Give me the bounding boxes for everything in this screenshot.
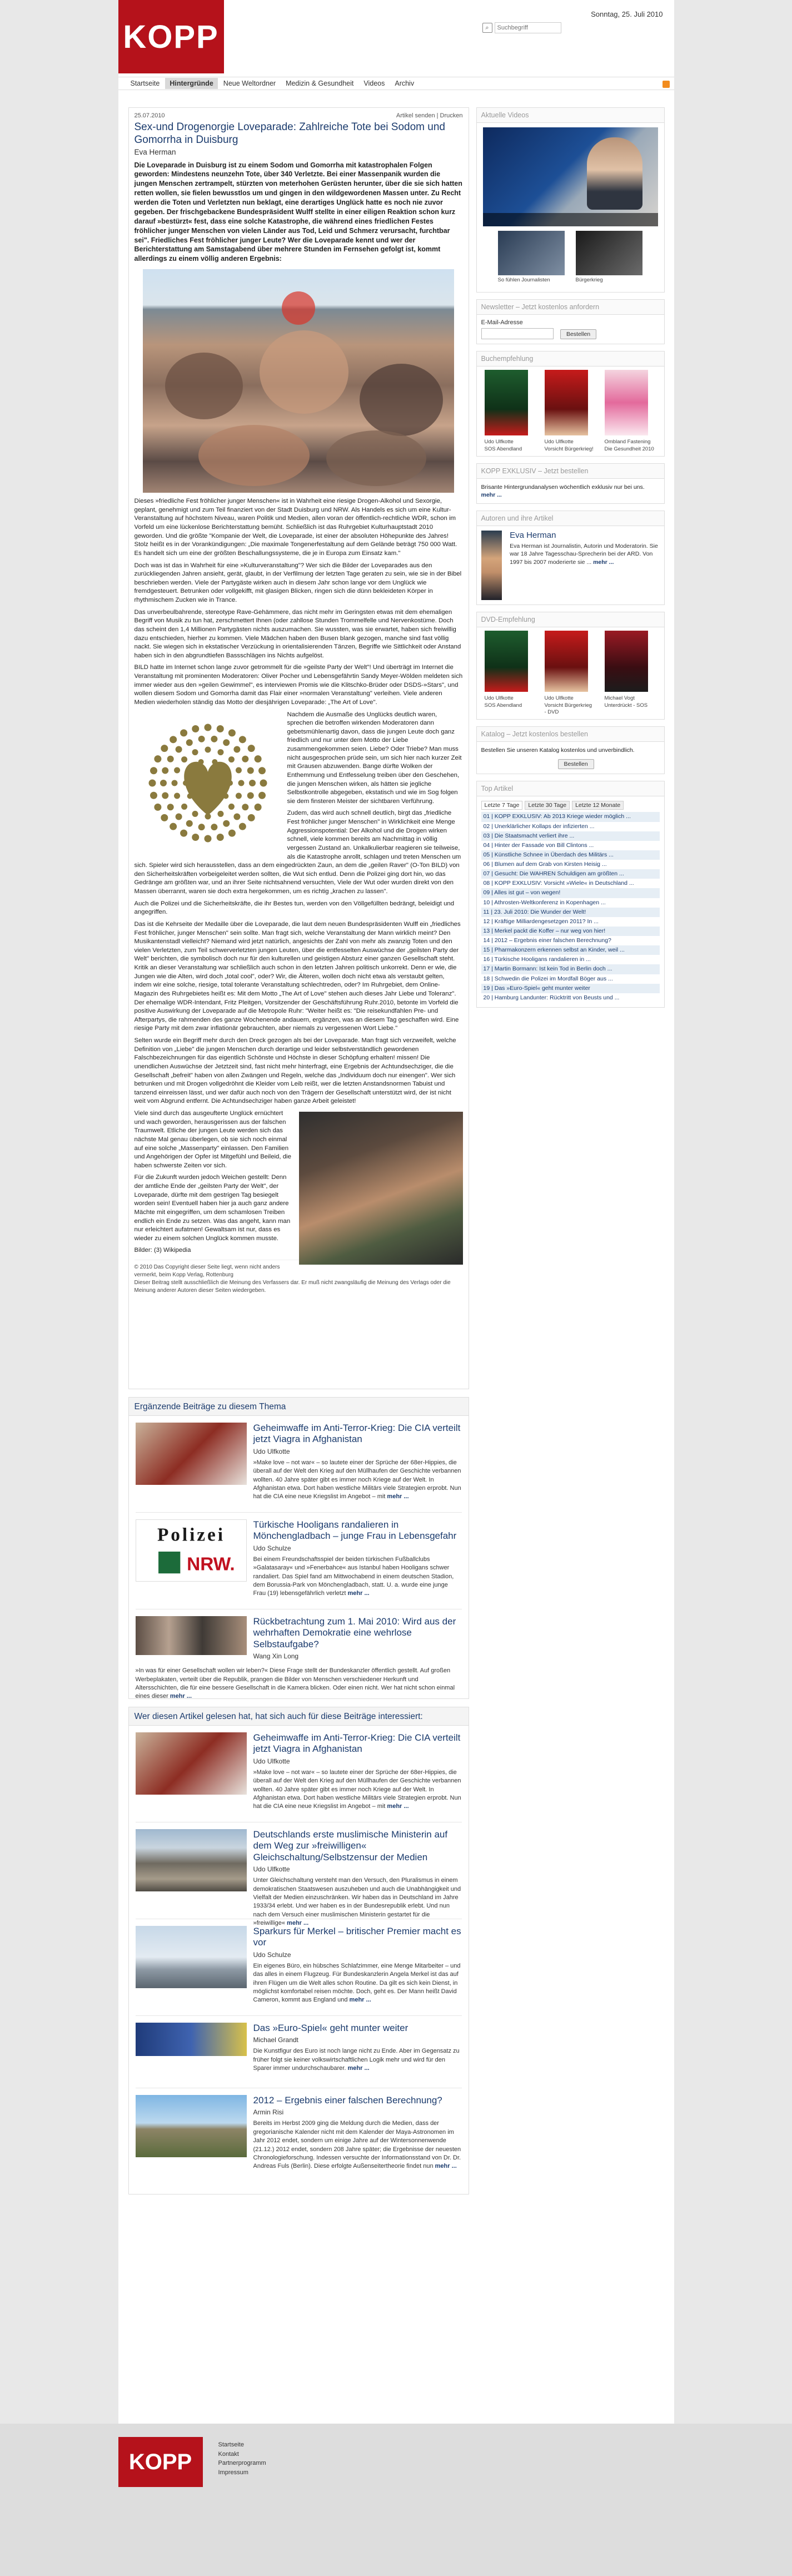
related-section [128, 1397, 469, 1699]
author-name[interactable]: Eva Herman [510, 531, 556, 541]
more-link[interactable]: mehr ... [435, 2163, 457, 2170]
email-label: E-Mail-Adresse [481, 319, 523, 326]
also-thumb-airplane[interactable] [136, 1926, 247, 1988]
dvd-list [477, 627, 664, 719]
also-read-item [136, 1919, 462, 2016]
video-caption: So fühlen Journalisten [497, 277, 550, 283]
article-tools[interactable]: Artikel senden | Drucken [396, 112, 463, 119]
top-article-item[interactable]: 11 | 23. Juli 2010: Die Wunder der Welt! [481, 908, 660, 917]
related-thumb-demonstration[interactable] [136, 1616, 247, 1655]
email-field[interactable] [481, 328, 554, 339]
author-box [476, 511, 665, 605]
katalog-submit-button[interactable]: Bestellen [558, 759, 594, 769]
dvd-heading: DVD-Empfehlung [477, 612, 664, 627]
top-article-item[interactable]: 03 | Die Staatsmacht verliert ihre ... [481, 831, 660, 841]
page-wrapper [118, 0, 674, 2424]
rss-icon[interactable] [663, 81, 670, 88]
also-thumb-reichstag[interactable] [136, 1829, 247, 1891]
more-link[interactable]: mehr ... [347, 1590, 370, 1597]
related-text: »In was für einer Gesellschaft wollen wir leben?« Diese Frage stellt der Bundeskanzler öffentlich gestellt. Auf großen Werbeplakaten, verteilt über die Republik, prangen die Bilder von Menschen verschiedener Herkunft und Altersschichten, die für eine bessere Gesellschaft in die Kamera blicken. Oder einen nicht. Wer hat nicht schon einmal eines dieser mehr ... [135, 1667, 455, 1700]
header [118, 0, 674, 87]
footer-logo[interactable] [118, 2437, 203, 2487]
article-body [135, 497, 463, 1255]
article-title: Sex-und Drogenorgie Loveparade: Zahlreiche Tote bei Sodom und Gomorrha in Duisburg [134, 121, 445, 146]
also-read-item [136, 1822, 462, 1927]
books-box [476, 351, 665, 457]
video-thumb[interactable] [498, 231, 565, 283]
also-read-title[interactable]: Geheimwaffe im Anti-Terror-Krieg: Die CIA verteilt jetzt Viagra in Afghanistan [253, 1732, 461, 1755]
article-paragraph: Doch was ist das in Wahrheit für eine »Kulturveranstaltung"? Wer sich die Bilder der Loveparades aus den zurückliegenden Jahren ansieht, gerät, glaubt, in der Verfilmung der letzten Tage geraten zu sein, wie sie in der Bibel beschrieben werden. Viele der Partygäste wirken auch in diesem Jahr schon lange vor dem Unglück wie fremdgesteuert. Betrunken oder vollgekifft, mit glasigen Blicken, ringen sich die dünn bekleideten Körper in rhythmischem Zucken wie in Trance. [134, 562, 462, 604]
top-tabs [481, 801, 660, 810]
related-author: Udo Ulfkotte [253, 1447, 290, 1455]
also-thumb-pyramid[interactable] [136, 2095, 247, 2157]
svg-text:NRW.: NRW. [186, 1554, 235, 1575]
katalog-box [476, 726, 665, 774]
more-link[interactable]: mehr ... [593, 558, 614, 566]
top-article-item[interactable]: 05 | Künstliche Schnee in Überdach des Militärs ... [481, 850, 660, 860]
top-article-item[interactable]: 14 | 2012 – Ergebnis einer falschen Berechnung? [483, 937, 611, 944]
tab-12-months[interactable]: Letzte 12 Monate [572, 801, 624, 810]
book-list [477, 366, 664, 456]
top-articles-box [476, 781, 665, 1008]
related-heading: Ergänzende Beiträge zu diesem Thema [129, 1398, 469, 1416]
video-thumbs [481, 226, 660, 288]
nav-item-medizin[interactable]: Medizin & Gesundheit [286, 80, 354, 87]
top-article-item[interactable]: 19 | Das »Euro-Spiel« geht munter weiter [481, 984, 660, 993]
exklusiv-box [476, 463, 665, 504]
article-paragraph: Selten wurde ein Begriff mehr durch den Dreck gezogen als bei der Loveparade. Man fragt sich verzweifelt, welche Definition von „Liebe" die jungen Menschen durch derartige und leider selbstverständlich gewordenen Falschbezeichnungen für das eigentlich Schönste und Höchste in dieser Schöpfung erhalten! missen! Die unendlichen Auswüchse der Jetztzeit sind, fast nicht mehr hinterfragt, eine Ergebnis der Achtundsechziger, die die Gesellschaft „befreit" haben von allen Zwängen und Regeln, welche das „Individuum doch nur einengen". Wer sich betrunken und mit Drogen vollgedröhnt die Kleider vom Leib reißt, wer die letzten Anstandsnormen Tabuist und tanzend einreissen lässt, und wer dafür auch noch von den Trägern der Gesellschaft unterstützt wird, der ist nicht weit vom Abgrund entfernt. Die Achtundsechziger haben ganze Arbeit geleistet! [134, 1037, 456, 1105]
article-paragraph: Zudem, das wird auch schnell deutlich, birgt das „friedliche Fest fröhlicher junger Menschen" in Wirklichkeit eine Menge Aggressionspotential: Der Alkohol und die Drogen wirken schnell, viele kommen bereits am Nachmittag in völlig vergessen Zustand an. Unkalkulierbar reagieren sie teilweise, als die Katastrophe anrollt, schlagen und treten Menschen um sich. Spieler wird sich herausstellen, dass an dem eingedrückten Zaun, an dem die „geilen Raver" (O-Ton BILD) von den Sicherheitskräften vorbeigeleitet werden sollten, die Wut sich entlud. Denn die Polizei ging dort hin, wo das Gedränge am größten war, und an ihrer Seite nichtsahnend versuchten, Viele der Wut oder wurden direkt von den Massen überrannt, waren sie doch extra hergekommen, um es richtig „krachen zu lassen". [134, 810, 461, 895]
article-lead: Die Loveparade in Duisburg ist zu einem Sodom und Gomorrha mit katastrophalen Folgen geworden: Mindestens neunzehn Tote, über 340 Verletzte. Bei einer Massenpanik wurden die jungen Menschen zertrampelt, stürzten von meterhohen Gerüsten herunter, über die sie sich hatten retten wollen, sie fielen bewusstlos um und gingen in den wildgewordenen Massen unter. Zu Recht werden die Toten und Verletzten nun beklagt, eine derartiges Unglück hatte es noch nie zuvor gegeben. Der frischgebackene Bundespräsident Wulff stellte in einer eiligen Reaktion schon kurz darauf »bestürzt« fest, dass eine solche Katastrophe, die während eines friedlichen Festes fröhlicher junger Menschen von vielen Länder aus Tod, Leid und Schmerz verursacht, furchtbar sei". Friedliches Fest fröhlicher junger Leute? Wer die Loveparade kennt und wer der Berichterstattung am Samstagabend über mehrere Stunden im Fernsehen gefolgt ist, kommt allerdings zu einem völlig anderen Ergebnis: [134, 161, 462, 263]
article [128, 107, 469, 1389]
top-article-item[interactable]: 20 | Hamburg Landunter: Rücktritt von Beusts und ... [483, 994, 620, 1001]
video-caption: Bürgerkrieg [575, 277, 603, 283]
footer-logo-text: KOPP [128, 2449, 192, 2474]
book-item[interactable]: Udo Ulfkotte Vorsicht Bürgerkrieg! [545, 370, 595, 453]
also-read-title[interactable]: 2012 – Ergebnis einer falschen Berechnung? [253, 2095, 442, 2106]
article-paragraph: Viele sind durch das ausgeufterte Unglück ernüchtert und wach geworden, herausgerissen aus der falschen Traumwelt. Etliche der jungen Leute werden sich das nächste Mal genau überlegen, ob sie sich noch einmal auf eine solche „Massenparty" einlassen. Den Familien und Angehörigen der Opfer ist Mitgefühl und Beileid, die haben schwerste Zeiten vor sich. [134, 1110, 291, 1169]
katalog-text: Bestellen Sie unseren Katalog kostenlos und unverbindlich. [481, 747, 635, 754]
videos-box [476, 107, 665, 293]
image-credits: Bilder: (3) Wikipedia [134, 1247, 191, 1254]
more-link[interactable]: mehr ... [347, 2065, 370, 2072]
also-read-section [128, 1707, 469, 2194]
top-article-item[interactable]: 16 | Türkische Hooligans randalieren in ... [483, 956, 591, 963]
related-title[interactable]: Türkische Hooligans randalieren in Mönchengladbach – junge Frau in Lebensgefahr [253, 1519, 457, 1542]
also-read-text: Unter Gleichschaltung versteht man den Versuch, den Pluralismus in einem demokratischen Staatswesen auszuheben und auch die Unabhängigkeit und Vielfalt der Medien einzuschränken. Wir haben das in Deutschland im Jahre 1933/34 erlebt. Und wer haben es in der Bundesrepublik erlebt. Und nun nach dem Versuch einer muslimischen Ministerin gestartet für die »freiwillige« mehr ... [253, 1877, 461, 1927]
top-article-item[interactable]: 12 | Kräftige Milliardengesetzgen 2011? In ... [483, 918, 599, 925]
article-paragraph: Das ist die Kehrseite der Medaille über die Loveparade, die laut dem neuen Bundespräsidenten Wulff ein „friedliches Fest fröhlicher, junger Menschen" sein sollte. Man fragt sich, welche Veranstaltung der Mann wirklich meint? Den Musikantenstadl vielleicht? Niemand wird jetzt natürlich, angesichts der Zahl von mehr als zwanzig Toten und den vielen Verletzten, zum Teil schwerverletzten jungen Leuten, über die entfesselten Auswüchse der „geilsten Party der Welt" berichten, die symbolisch doch nur für den kulturellen und geistigen Absturz einer ganzen Gesellschaft steht. Kritik an dieser Veranstaltung war schließlich auch schon in den letzten Jahren politisch unkorrekt. Denn er wie, die Jungen wie die Alten, wird doch „total cool", oder? Wir, die Älteren, wollen doch nicht etwa als verstaubt gelten, indem wir eine solche, riesige, total tolerante Veranstaltung schlechtreden, oder? Im Ruhrgebiet, dem Online-Magazin des Ruhrgebietes heißt es: Mit dem Motto „The Art of Love" stehen auch dieses Jahr Liebe und Toleranz". Der ehemalige WDR-Intendant, Fritz Pleitgen, Vorsitzender der Geschäftsführung Ruhr.2010, betonte im Vorfeld die positive Auswirkung der Loveparade auf die Metropole Ruhr: "Weiter heißt es: "Die reisekundfahlen Pre- und Afterpartys, die rahmenden des ganze Wochenende andauern, ergänzen, was an diesem Tag geschaffen wird. Eine riesige Party mit dem zwar inflationär gebrauchten, aber niemals zu vergessenen Wort Liebe." [134, 920, 461, 1032]
dvd-item[interactable]: Michael Vogt Unterdrückt - SOS [605, 631, 655, 716]
exklusiv-inner [477, 479, 664, 503]
footer-link[interactable]: Impressum [218, 2469, 248, 2476]
newsletter-submit-button[interactable]: Bestellen [560, 329, 596, 339]
top-article-item[interactable]: 06 | Blumen auf dem Grab von Kirsten Heisig ... [483, 861, 607, 868]
copyright-notice: © 2010 Das Copyright dieser Seite liegt, wenn nicht anders vermerkt, beim Kopp Verlag, Rottenburg Dieser Beitrag stellt ausschließlich die Meinung des Verfassers dar. Er muß nicht zwangsläufig die Meinung des Verlags oder die Meinung anderer Autoren dieser Seiten wiedergeben. [135, 1260, 463, 1295]
related-author: Wang Xin Long [253, 1652, 299, 1661]
heart-dots-logo [135, 711, 282, 855]
related-item [136, 1609, 462, 1698]
videos-heading: Aktuelle Videos [477, 108, 664, 123]
footer-link[interactable]: Startseite [218, 2441, 244, 2448]
current-date: Sonntag, 25. Juli 2010 [591, 10, 663, 18]
related-text: »Make love – not war« – so lautete einer der Sprüche der 68er-Hippies, die überall auf der Welt den Krieg auf den Müllhaufen der Geschichte verbannen wollten. 40 Jahre später gibt es immer noch Kriege auf der Welt. In Afghanistan etwa. Dort haben westliche Militärs viele Strategien erprobt. Nun hat die CIA eine neue Kriegslist im Angebot – mit mehr ... [253, 1459, 461, 1500]
nav-item-archiv[interactable]: Archiv [395, 80, 415, 87]
svg-text:Polizei: Polizei [157, 1524, 225, 1545]
dvd-item[interactable]: Udo Ulfkotte SOS Abendland [485, 631, 535, 716]
also-read-heading: Wer diesen Artikel gelesen hat, hat sich auch für diese Beiträge interessiert: [129, 1707, 469, 1726]
related-title[interactable]: Geheimwaffe im Anti-Terror-Krieg: Die CIA verteilt jetzt Viagra in Afghanistan [253, 1423, 461, 1445]
video-player[interactable] [483, 127, 658, 226]
related-text: Bei einem Freundschaftsspiel der beiden türkischen Fußballclubs »Galatasaray« und »Fenerbahce« aus Istanbul haben Hooligans schwer randaliert. Das Spiel fand am Mittwochabend in einem deutschen Stadion, dem Borussia-Park von Mönchengladbach, statt. U. a. wurde eine junge Frau (19) lebensgefährlich verletzt mehr ... [253, 1555, 454, 1597]
search-box [482, 22, 561, 33]
also-read-author: Udo Schulze [253, 1950, 291, 1959]
top-article-item[interactable]: 09 | Alles ist gut – von wegen! [481, 888, 660, 898]
exklusiv-text: Brisante Hintergrundanalysen wöchentlich exklusiv nur bei uns. [481, 483, 645, 491]
book-item[interactable]: Ombland Fastening Die Gesundheit 2010 [605, 370, 655, 453]
tab-7-days[interactable]: Letzte 7 Tage [481, 801, 523, 810]
exklusiv-heading: KOPP EXKLUSIV – Jetzt bestellen [477, 464, 664, 479]
top-article-item[interactable]: 10 | Athrosten-Weltkonferenz in Kopenhagen ... [483, 899, 606, 906]
more-link[interactable]: mehr ... [387, 1803, 409, 1810]
article-paragraph: Nachdem die Ausmaße des Unglücks deutlich waren, sprechen die betroffen wirkenden Moderatoren dann gebetsmühlenartig davon, dass die jungen Leute doch ganz friedlich und nur unter dem Motto der Liebe zusammengekommen seien. Liebe? Oder Triebe? Man muss nicht ausgesprochen prüde sein, um sich hier nach kurzer Zeit mit Grausen abzuwenden. Bange dürfte Wolken der Enthemmung und Entfesselung treiben über den Geschehen, die jungen Menschen wirken, als hätten sie jegliche Selbstkontrolle abgegeben, ekstatisch und wie im Sog folgen sie dem finsteren Meister der sichtbaren Verführung. [287, 711, 462, 805]
heart-icon [141, 716, 275, 850]
top-article-item[interactable]: 08 | KOPP EXKLUSIV: Vorsicht »Wiele« in Deutschland ... [483, 880, 634, 887]
sidebar [476, 107, 665, 1014]
article-paragraph: Das unverbeulbahrende, stereotype Rave-Gehämmere, das nicht mehr im Geringsten etwas mit dem ehemaligen Begriff von Musik zu tun hat, zerschmettert Ihnen (oder zahllose Stunden Trommelfelle und Nervenkostüme. Doch das scheint den 1,4 Millionen Partygästen nichts auszumachen. Sie wussten, was sie erwartet, haben sich freiwillig dazu entschieden, hierher zu kommen. Viele Mädchen haben den Busen blank gezogen, manche sind fast völlig nackt. Sie wiegen sich in ekstatischer Verzückung in orientalisierenden Tänzen, Begriffe wie Sittlichkeit oder Anstand haben sich in den abgrundtiefen Bassschlägen ins Nichts aufgelöst. [134, 608, 461, 659]
related-item [136, 1416, 462, 1513]
also-read-author: Armin Risi [253, 2108, 284, 2117]
videos-inner [477, 123, 664, 292]
kopp-logo[interactable] [118, 0, 224, 73]
nav-item-neue-weltordner[interactable]: Neue Weltordner [223, 80, 276, 87]
also-read-author: Udo Ulfkotte [253, 1865, 290, 1874]
top-article-item[interactable]: 17 | Martin Bormann: Ist kein Tod in Berlin doch ... [481, 964, 660, 974]
video-thumb[interactable] [576, 231, 642, 283]
main-column [128, 107, 469, 2194]
article-author[interactable]: Eva Herman [134, 147, 176, 156]
article-meta [135, 112, 463, 119]
more-link[interactable]: mehr ... [170, 1693, 192, 1700]
party-photo [299, 1112, 463, 1265]
also-read-item [136, 1726, 462, 1822]
dvd-box [476, 612, 665, 720]
also-read-text: Bereits im Herbst 2009 ging die Meldung durch die Medien, dass der gregorianische Kalender nicht mit dem Kalender der Maya-Astronomen im Jahr 2012 endet, sondern um einige Jahre auf der Wintersonnenwende (21.12.) 2012 endet, sondern 208 Jahre später; die Ergebnisse der neuesten Chronologieforschung. Indessen versuchte der Informationsstand von Dr. Dr. Andreas Fuls (Berlin). Diese erfolgte Außenseitertheorie findet nun mehr ... [253, 2120, 461, 2170]
related-thumb-afghanistan[interactable] [136, 1423, 247, 1485]
nav-item-startseite[interactable]: Startseite [130, 80, 160, 87]
related-thumb-polizei[interactable] [136, 1519, 247, 1582]
also-thumb-afghanistan[interactable] [136, 1732, 247, 1795]
also-read-title[interactable]: Deutschlands erste muslimische Ministerin auf dem Weg zur »freiwilligen« Gleichschaltung/Selbstzensur der Medien [253, 1829, 448, 1862]
top-article-item[interactable]: 13 | Merkel packt die Koffer – nur weg von hier! [481, 927, 660, 936]
dvd-item[interactable]: Udo Ulfkotte Vorsicht Bürgerkrieg - DVD [545, 631, 595, 716]
author-bio: Eva Herman ist Journalistin, Autorin und Moderatorin. Sie war 18 Jahre Tagesschau-Sprecherin bei der ARD. Von 1997 bis 2007 moderierte sie ... mehr ... [510, 543, 658, 566]
article-paragraph: Für die Zukunft wurden jedoch Weichen gestellt: Denn der amtliche Ende der „geilsten Party der Welt", der Loveparade, dürfte mit dem gestrigen Tag besiegelt worden sein! Eventuell haben hier ja auch ganz andere Mächte mit eingegriffen, um dem schamlosen Treiben endlich ein Ende zu setzen. Was das angeht, kann man nur erleichtert aufatmen! Gewaltsam ist nur, dass es wieder zu einem solchen Unglück kommen musste. [134, 1174, 291, 1242]
search-input[interactable] [495, 22, 561, 33]
main-nav [118, 77, 674, 90]
more-link[interactable]: mehr ... [287, 1920, 309, 1927]
also-read-item [136, 2088, 462, 2194]
also-read-text: Die Kunstfigur des Euro ist noch lange nicht zu Ende. Aber im Gegensatz zu früher folgt sie keiner volkswirtschaftlichen Logik mehr und wird für den Sparer immer undurchschaubarer. mehr ... [253, 2048, 460, 2072]
footer-inner [118, 2424, 674, 2576]
footer-link[interactable]: Kontakt [218, 2450, 239, 2458]
tab-30-days[interactable]: Letzte 30 Tage [525, 801, 570, 810]
author-portrait[interactable] [481, 531, 502, 600]
top-article-item[interactable]: 02 | Unerklärlicher Kollaps der infizierten ... [483, 823, 595, 830]
katalog-heading: Katalog – Jetzt kostenlos bestellen [477, 727, 664, 742]
more-link[interactable]: mehr ... [349, 1997, 371, 2004]
related-title[interactable]: Rückbetrachtung zum 1. Mai 2010: Wird aus der wehrhaften Demokratie eine wehrlose Selbstaufgabe? [253, 1616, 456, 1649]
footer [0, 2424, 792, 2576]
polizei-nrw-logo [136, 1520, 247, 1581]
also-read-text: »Make love – not war« – so lautete einer der Sprüche der 68er-Hippies, die überall auf der Welt den Krieg auf den Müllhaufen der Geschichte verbannen wollten. 40 Jahre später gibt es immer noch Kriege auf der Welt. In Afghanistan etwa. Dort haben westliche Militärs viele Strategien erprobt. Nun hat die CIA eine neue Kriegslist im Angebot – mit mehr ... [253, 1768, 461, 1810]
top-articles-heading: Top Artikel [477, 781, 664, 796]
also-read-title[interactable]: Sparkurs für Merkel – britischer Premier macht es vor [253, 1926, 461, 1948]
also-read-title[interactable]: Das »Euro-Spiel« geht munter weiter [253, 2023, 409, 2033]
article-paragraph: Auch die Polizei und die Sicherheitskräfte, die ihr Bestes tun, werden von den Völlgefüllten bedrängt, beleidigt und angegriffen. [134, 900, 455, 916]
top-article-item[interactable]: 01 | KOPP EXKLUSIV: Ab 2013 Kriege wieder möglich ... [481, 812, 660, 821]
nav-item-hintergruende[interactable]: Hintergründe [165, 78, 217, 89]
search-icon[interactable]: ⌕ [482, 23, 492, 33]
author-heading: Autoren und ihre Artikel [477, 511, 664, 526]
books-heading: Buchempfehlung [477, 351, 664, 366]
more-link[interactable]: mehr ... [481, 492, 502, 499]
more-link[interactable]: mehr ... [387, 1493, 409, 1500]
article-date: 25.07.2010 [134, 112, 165, 119]
logo-text: KOPP [123, 18, 219, 55]
also-thumb-euro[interactable] [136, 2023, 247, 2056]
top-article-item[interactable]: 07 | Gesucht: Die WAHREN Schuldigen am größten ... [481, 869, 660, 879]
related-author: Udo Schulze [253, 1544, 291, 1552]
also-read-author: Udo Ulfkotte [253, 1757, 290, 1765]
author-inner [477, 526, 664, 605]
top-article-item[interactable]: 04 | Hinter der Fassade von Bill Clintons ... [483, 841, 594, 849]
book-item[interactable]: Udo Ulfkotte SOS Abendland [485, 370, 535, 453]
nav-item-videos[interactable]: Videos [363, 80, 385, 87]
footer-link[interactable]: Partnerprogramm [218, 2460, 266, 2466]
loveparade-crowd-photo [143, 269, 454, 493]
top-article-item[interactable]: 15 | Pharmakonzern erkennen selbst an Kinder, weil ... [481, 945, 660, 955]
related-item [136, 1513, 462, 1609]
article-paragraph: BILD hatte im Internet schon lange zuvor getrommelt für die »geilste Party der Welt"! Und überträgt im Internet die Veranstaltung mit prominenten Moderatoren: Oliver Pocher und Lebensgefährtin Sandy Meyer-Wölden meldeten sich immer wieder aus den »geilen Gewimmel", es interviewen Promis wie die Klitschko-Brüder oder DSDS-»Stars", und wollen diesem Sodom und Gomorrha damit das Flair einer »normalen Veranstaltung" verleihen. Viele anderen Medien wiederholen ständig das Motto der diesjährigen Loveparade: „The Art of Love". [134, 664, 463, 706]
newsletter-box [476, 299, 665, 344]
top-article-item[interactable]: 18 | Schwedin die Polizei im Mordfall Böger aus ... [483, 975, 613, 982]
also-read-item [136, 2016, 462, 2088]
top-articles-inner [477, 796, 664, 1007]
top-article-list [481, 812, 660, 1003]
newsletter-heading: Newsletter – Jetzt kostenlos anfordern [477, 300, 664, 315]
also-read-author: Michael Grandt [253, 2036, 298, 2044]
also-read-text: Ein eigenes Büro, ein hübsches Schlafzimmer, eine Menge Mitarbeiter – und das alles in einem Flugzeug. Für Bundeskanzlerin Angela Merkel ist das auf ihren Flügen um die Welt alles schon Routine. Da gilt es sich kein Dienst, in möglichst komfortabel reisen möchte. Doch, geht es. Der Mann heißt David Cameron, kommt aus England und mehr ... [253, 1962, 461, 2004]
katalog-inner [477, 742, 664, 774]
author-info [510, 531, 659, 600]
newsletter-inner [477, 315, 664, 344]
article-paragraph: Dieses »friedliche Fest fröhlicher junger Menschen« ist in Wahrheit eine riesige Drogen-Alkohol und Sexorgie, geplant, genehmigt und zum Teil finanziert von der Stadt Duisburg und NRW. Als Handels es sich um eine Kultur-Veranstaltung auf höchstem Niveau, waren Politik und Medien, allen voran der öffentlich-rechtliche WDR, schon im Vorfeld um eine lückenlose Berichterstattung bemüht. Schließlich ist das Ruhrgebiet Kulturhauptstadt 2010 geworden. Und die größte "Kompanie der Welt, die Loveparade, ist einer der absoluten Höhepunkte des Jahres! Stolz heißt es in der Vorankündigungen: „Die maximale Tongenerfestaltung auf dem Gelände beträgt 750 000 Watt. Es handelt sich um eine der größten Beschallungssysteme, die je in Europa zum Einsatz kam." [134, 498, 457, 557]
footer-links [218, 2440, 266, 2477]
